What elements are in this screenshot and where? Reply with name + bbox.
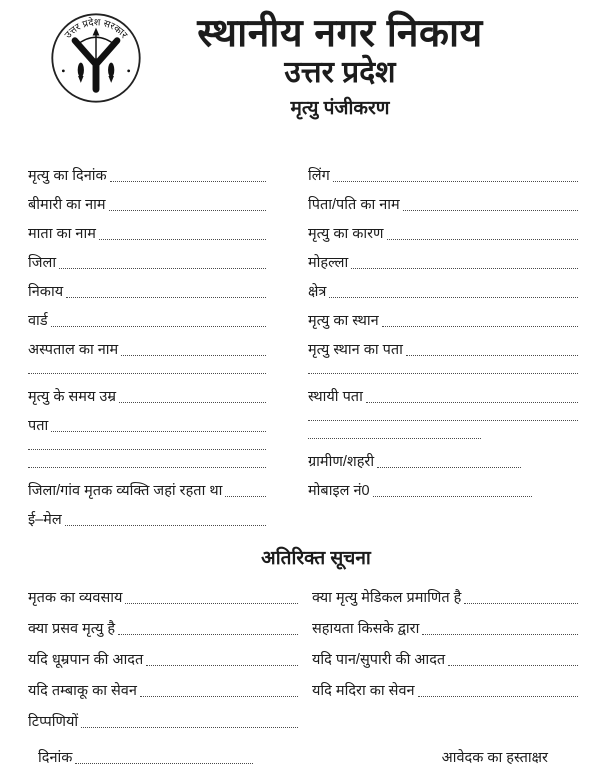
form-field-row: [308, 214, 578, 243]
form-field-row: [308, 330, 578, 359]
continuation-line-row: [28, 435, 266, 453]
fill-in-line[interactable]: [121, 355, 266, 356]
form-field-row: [312, 607, 578, 638]
form-field-row: [28, 471, 266, 500]
form-field-row: [308, 301, 578, 330]
fill-in-line[interactable]: [119, 402, 266, 403]
main-fields-section: [0, 152, 600, 529]
form-field-row: [28, 156, 266, 185]
field-label: यदि पान/सुपारी की आदत: [312, 652, 446, 668]
field-label: मृत्यु का दिनांक: [28, 168, 107, 184]
fill-in-line[interactable]: [351, 268, 578, 269]
fill-in-line[interactable]: [99, 239, 266, 240]
field-label: मोहल्ला: [308, 255, 349, 271]
field-label: अस्पताल का नाम: [28, 342, 119, 358]
field-label: यदि मदिरा का सेवन: [312, 683, 415, 699]
fill-in-line[interactable]: [28, 467, 266, 468]
additional-info-title: अतिरिक्त सूचना: [261, 548, 371, 569]
field-label: यदि धूम्रपान की आदत: [28, 652, 144, 668]
form-field-row: [312, 576, 578, 607]
form-field-row: [308, 442, 521, 471]
form-field-row: [28, 330, 266, 359]
field-label: ई–मेल: [28, 512, 62, 528]
form-field-row: [28, 576, 298, 607]
form-field-row: [308, 471, 532, 500]
continuation-line-row: [28, 453, 266, 471]
fill-in-line[interactable]: [66, 297, 266, 298]
header-titles: [80, 12, 600, 120]
continuation-line-row: [308, 406, 578, 424]
form-field-row: [308, 185, 578, 214]
state-name: उत्तर प्रदेश: [284, 55, 396, 89]
field-label: निकाय: [28, 284, 64, 300]
field-label: लिंग: [308, 168, 330, 184]
page-title: स्थानीय नगर निकाय: [197, 12, 483, 55]
field-label: यदि तम्बाकू का सेवन: [28, 683, 137, 699]
fill-in-line[interactable]: [333, 181, 578, 182]
fill-in-line[interactable]: [403, 210, 578, 211]
fill-in-line[interactable]: [308, 373, 578, 374]
fill-in-line[interactable]: [448, 665, 578, 666]
continuation-line-row: [28, 359, 266, 377]
continuation-line-row: [308, 424, 578, 442]
fill-in-line[interactable]: [418, 696, 578, 697]
additional-fields-section: [0, 574, 600, 731]
fill-in-line[interactable]: [118, 634, 298, 635]
field-label: ग्रामीण/शहरी: [308, 454, 375, 470]
up-government-seal-icon: [50, 12, 142, 104]
form-field-row: [28, 500, 266, 529]
form-field-row: [312, 638, 578, 669]
fill-in-line[interactable]: [464, 603, 578, 604]
form-field-row: [28, 669, 298, 700]
form-header: [0, 0, 600, 152]
field-label: क्या प्रसव मृत्यु है: [28, 621, 116, 637]
fill-in-line[interactable]: [51, 326, 266, 327]
field-label: मृत्यु स्थान का पता: [308, 342, 403, 358]
form-field-row: [28, 214, 266, 243]
fill-in-line[interactable]: [125, 603, 298, 604]
fill-in-line[interactable]: [308, 420, 578, 421]
field-label: मोबाइल नं0: [308, 483, 370, 499]
form-field-row: [28, 243, 266, 272]
additional-fields-left-column: [28, 576, 298, 731]
continuation-line-row: [308, 359, 578, 377]
form-field-row: [308, 272, 578, 301]
fill-in-line[interactable]: [308, 438, 481, 439]
fill-in-line[interactable]: [377, 467, 521, 468]
seal-arc-text: उत्तर प्रदेश सरकार: [62, 17, 130, 41]
applicant-signature-label: आवेदक का हस्ताक्षर: [441, 750, 548, 766]
form-field-row: [308, 377, 578, 406]
fill-in-line[interactable]: [81, 727, 298, 728]
field-label: सहायता किसके द्वारा: [312, 621, 420, 637]
form-field-row: [28, 638, 298, 669]
fill-in-line[interactable]: [28, 373, 266, 374]
fill-in-line[interactable]: [422, 634, 578, 635]
fill-in-line[interactable]: [225, 496, 266, 497]
field-label: पिता/पति का नाम: [308, 197, 400, 213]
date-label: दिनांक: [38, 750, 73, 766]
field-label: माता का नाम: [28, 226, 96, 242]
form-field-row: [28, 272, 266, 301]
fill-in-line[interactable]: [382, 326, 578, 327]
fill-in-line[interactable]: [109, 210, 266, 211]
field-label: टिप्पणियों: [28, 714, 79, 730]
form-field-row: [312, 669, 578, 700]
form-field-row: [28, 377, 266, 406]
field-label: बीमारी का नाम: [28, 197, 106, 213]
fill-in-line[interactable]: [146, 665, 298, 666]
form-field-row: [28, 607, 298, 638]
fill-in-line[interactable]: [110, 181, 266, 182]
date-field-row: [38, 747, 253, 767]
field-label: पता: [28, 418, 49, 434]
form-field-row: [308, 243, 578, 272]
main-fields-right-column: [308, 156, 578, 529]
field-label: क्षेत्र: [308, 284, 327, 300]
form-field-row: [308, 156, 578, 185]
fill-in-line[interactable]: [51, 431, 266, 432]
field-label: जिला: [28, 255, 57, 271]
form-field-row: [28, 301, 266, 330]
fill-in-line[interactable]: [387, 239, 578, 240]
field-label: मृतक का व्यवसाय: [28, 590, 123, 606]
fill-in-line[interactable]: [59, 268, 266, 269]
fill-in-line[interactable]: [366, 402, 578, 403]
form-field-row: [28, 185, 266, 214]
additional-fields-right-column: [312, 576, 578, 731]
main-fields-left-column: [28, 156, 266, 529]
date-fill-in-line[interactable]: [75, 763, 253, 764]
field-label: मृत्यु का स्थान: [308, 313, 379, 329]
field-label: क्या मृत्यु मेडिकल प्रमाणित है: [312, 590, 462, 606]
fill-in-line[interactable]: [28, 449, 266, 450]
field-label: स्थायी पता: [308, 389, 363, 405]
fill-in-line[interactable]: [140, 696, 298, 697]
field-label: जिला/गांव मृतक व्यक्ति जहां रहता था: [28, 483, 223, 499]
field-label: वार्ड: [28, 313, 48, 329]
fill-in-line[interactable]: [329, 297, 578, 298]
field-label: मृत्यु का कारण: [308, 226, 384, 242]
form-footer: [0, 731, 600, 767]
field-label: मृत्यु के समय उम्र: [28, 389, 117, 405]
form-field-row: [28, 700, 298, 731]
fill-in-line[interactable]: [373, 496, 533, 497]
form-title: मृत्यु पंजीकरण: [290, 98, 390, 120]
fill-in-line[interactable]: [65, 525, 266, 526]
fill-in-line[interactable]: [406, 355, 578, 356]
form-field-row: [28, 406, 266, 435]
